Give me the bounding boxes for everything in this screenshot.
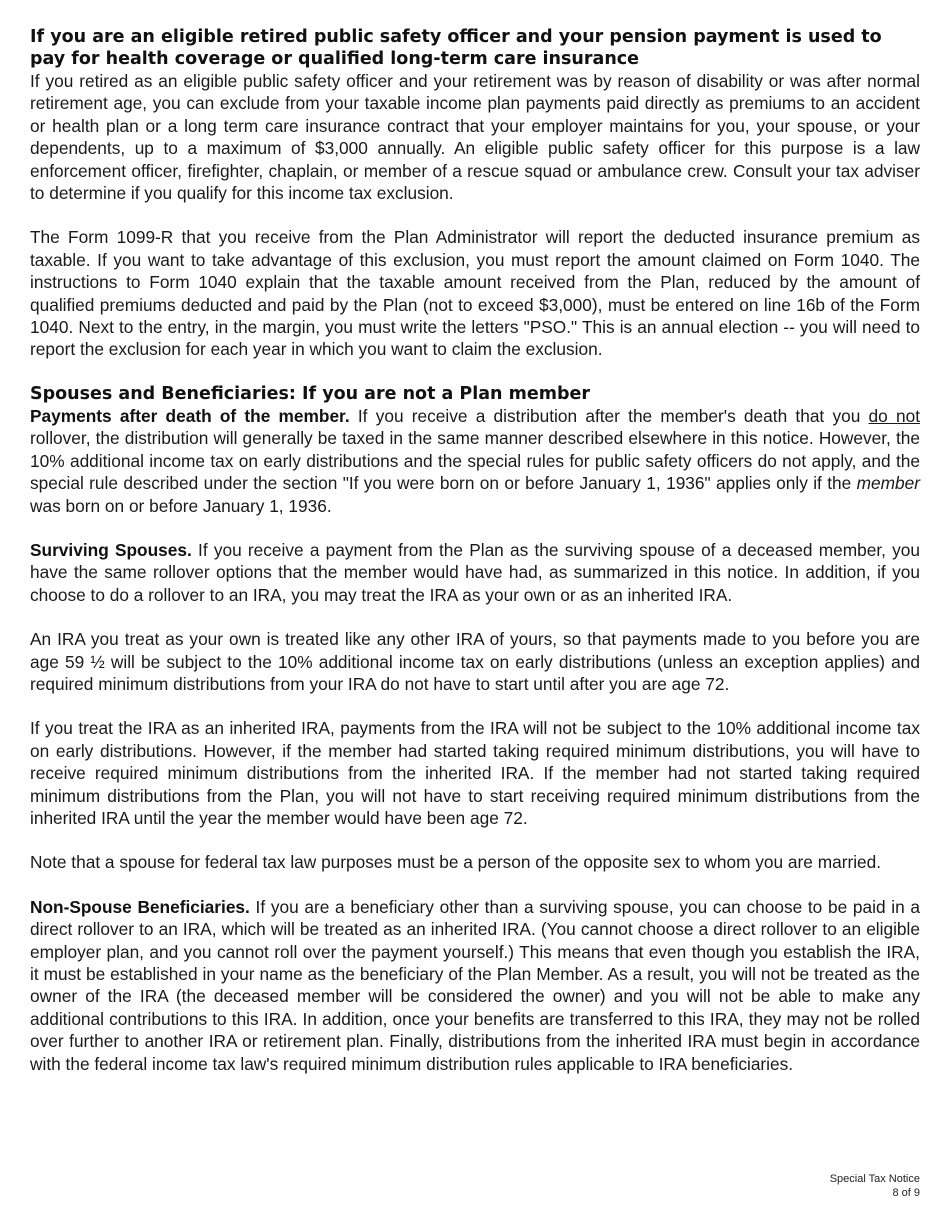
section-heading-spouses-beneficiaries: Spouses and Beneficiaries: If you are not a Plan member [30, 383, 590, 404]
text-death-3: was born on or before January 1, 1936. [30, 495, 332, 516]
lead-payments-after-death: Payments after death of the member. [30, 405, 350, 426]
paragraph-non-spouse-beneficiaries [30, 896, 920, 1075]
text-death-2: rollover, the distribution will generally be taxed in the same manner described elsewhere in this notice. However, the 10% additional income tax on early distributions and the special rules for public safety officers do not apply, and the special rule described under the section "If you were born on or before January 1, 1936" applies only if the [30, 428, 920, 494]
paragraph-form-1099r: The Form 1099-R that you receive from the Plan Administrator will report the deducted insurance premium as taxable. If you want to take advantage of this exclusion, you must report the amount claimed on Form 1040. The instructions to Form 1040 explain that the taxable amount received from the Plan, reduced by the amount of qualified premiums deducted and paid by the Plan (not to exceed $3,000), must be entered on line 16b of the Form 1040. Next to the entry, in the margin, you must write the letters "PSO." This is an annual election -- you will need to report the exclusion for each year in which you want to claim the exclusion. [30, 227, 920, 360]
footer-page-number: 8 of 9 [892, 1187, 920, 1199]
text-non-spouse-beneficiaries: If you are a beneficiary other than a surviving spouse, you can choose to be paid in a direct rollover to an IRA, which will be treated as an inherited IRA. (You cannot choose a direct rollover to an eligible employer plan, and you cannot roll over the payment yourself.) This means that even though you establish the IRA, it must be established in your name as the beneficiary of the Plan Member. As a result, you will not be treated as the owner of the IRA (the deceased member will be considered the owner) and you will not be able to make any additional contributions to this IRA. In addition, once your benefits are transferred to this IRA, they may not be rolled over further to another IRA or retirement plan. Finally, distributions from the inherited IRA must begin in accordance with the federal income tax law's required minimum distribution rules applicable to IRA beneficiaries. [30, 896, 921, 1074]
paragraph-own-ira: An IRA you treat as your own is treated like any other IRA of yours, so that payments made to you before you are age 59 ½ will be subject to the 10% additional income tax on early distributions (unless an exception applies) and required minimum distributions from your IRA do not have to start until after you are age 72. [30, 629, 920, 694]
paragraph-surviving-spouses [30, 539, 920, 606]
paragraph-payments-after-death [30, 405, 920, 517]
text-death-1: If you receive a distribution after the member's death that you [349, 405, 869, 426]
paragraph-inherited-ira: If you treat the IRA as an inherited IRA, payments from the IRA will not be subject to the 10% additional income tax on early distributions. However, if the member had started taking required minimum distributions, you will have to receive required minimum distributions from the inherited IRA. If the member had not started taking required minimum distributions from the Plan, you will not have to start receiving required minimum distributions from the inherited IRA until the year the member would have been age 72. [30, 718, 920, 828]
section-heading-public-safety-officer: If you are an eligible retired public safety officer and your pension payment is used to pay for health coverage or qualified long-term care insurance [30, 27, 882, 69]
text-surviving-spouses: If you receive a payment from the Plan as the surviving spouse of a deceased member, you have the same rollover options that the member would have had, as summarized in this notice. In addition, if you choose to do a rollover to an IRA, you may treat the IRA as your own or as an inherited IRA. [30, 539, 921, 605]
italic-member: member [856, 473, 920, 494]
lead-surviving-spouses: Surviving Spouses. [30, 539, 192, 560]
lead-non-spouse-beneficiaries: Non-Spouse Beneficiaries. [30, 896, 250, 917]
footer-title: Special Tax Notice [829, 1173, 920, 1185]
page-footer [830, 1172, 920, 1200]
paragraph-spouse-note: Note that a spouse for federal tax law purposes must be a person of the opposite sex to whom you are married. [30, 852, 882, 873]
paragraph-pso-exclusion: If you retired as an eligible public safety officer and your retirement was by reason of disability or was after normal retirement age, you can exclude from your taxable income plan payments paid directly as premiums to an accident or health plan or a long term care insurance contract that your employer maintains for you, your spouse, or your dependents, up to a maximum of $3,000 annually. An eligible public safety officer for this purpose is a law enforcement officer, firefighter, chaplain, or member of a rescue squad or ambulance crew. Consult your tax adviser to determine if you qualify for this income tax exclusion. [30, 71, 920, 204]
underlined-do-not: do not [868, 405, 921, 426]
